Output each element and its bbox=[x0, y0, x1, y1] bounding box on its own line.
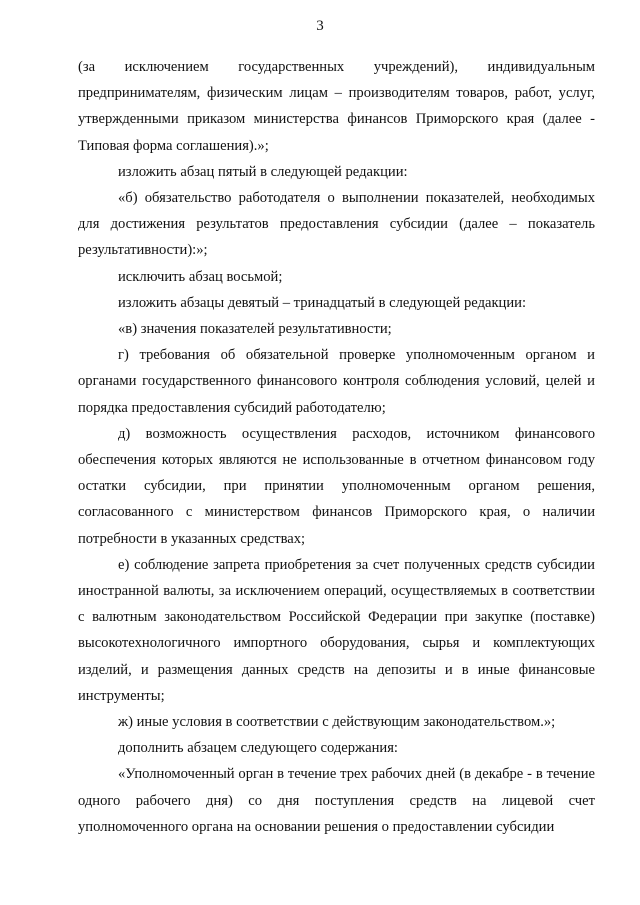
paragraph: «б) обязательство работодателя о выполнении показателей, необходимых для достижения результатов предоставления субсидии (далее – показатель результативности):»; bbox=[78, 190, 595, 259]
paragraph: (за исключением государственных учреждений), индивидуальным предпринимателям, физическим лицам – производителям товаров, работ, услуг, утвержденными приказом министерства финансов Приморского края (далее - Типовая форма соглашения).»; bbox=[78, 59, 595, 154]
paragraph: д) возможность осуществления расходов, источником финансового обеспечения которых являются не использованные в отчетном финансовом году остатки субсидии, при принятии уполномоченным органом решения, согласованного с министерством финансов Приморского края, о наличии потребности в указанных средствах; bbox=[78, 425, 595, 547]
page-number: 3 bbox=[316, 18, 324, 34]
paragraph: дополнить абзацем следующего содержания: bbox=[118, 740, 398, 757]
paragraph: «в) значения показателей результативности; bbox=[118, 321, 392, 338]
paragraph: е) соблюдение запрета приобретения за счет полученных средств субсидии иностранной валюты, за исключением операций, осуществляемых в соответствии с валютным законодательством Российской Федерации при закупке (поставке) высокотехнологичного импортного оборудования, сырья и комплектующих изделий, и размещения данных средств на депозиты и в иные финансовые инструменты; bbox=[78, 556, 595, 704]
document-body bbox=[78, 54, 595, 840]
paragraph: изложить абзац пятый в следующей редакции: bbox=[118, 163, 408, 180]
paragraph: изложить абзацы девятый – тринадцатый в следующей редакции: bbox=[118, 294, 527, 311]
paragraph: г) требования об обязательной проверке уполномоченным органом и органами государственного финансового контроля соблюдения условий, целей и порядка предоставления субсидий работодателю; bbox=[78, 347, 595, 416]
paragraph: «Уполномоченный орган в течение трех рабочих дней (в декабре - в течение одного рабочего дня) со дня поступления средств на лицевой счет уполномоченного органа на основании решения о предоставлении субсидии bbox=[78, 766, 595, 835]
paragraph: исключить абзац восьмой; bbox=[118, 268, 283, 285]
paragraph: ж) иные условия в соответствии с действующим законодательством.»; bbox=[118, 714, 556, 731]
